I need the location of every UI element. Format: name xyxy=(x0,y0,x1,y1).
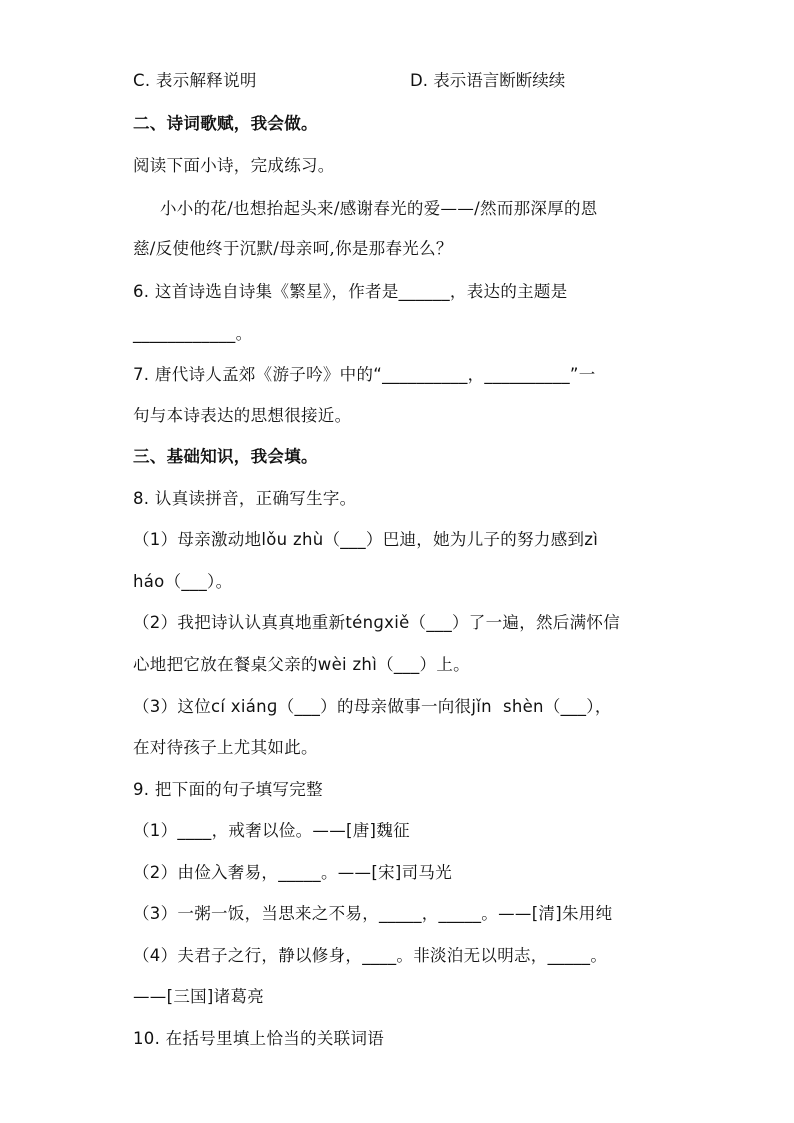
question-6-line-1: 6. 这首诗选自诗集《繁星》，作者是______，表达的主题是 xyxy=(133,282,568,301)
question-8-title: 8. 认真读拼音，正确写生字。 xyxy=(133,489,357,508)
question-9-title: 9. 把下面的句子填写完整 xyxy=(133,780,323,799)
question-6-line-2: ____________。 xyxy=(133,324,253,343)
question-9-3: （3）一粥一饭，当思来之不易，_____，_____。——[清]朱用纯 xyxy=(133,904,613,923)
section-2-heading: 二、诗词歌赋，我会做。 xyxy=(133,114,318,133)
question-9-4-line-1: （4）夫君子之行，静以修身，____。非淡泊无以明志，_____。 xyxy=(133,946,608,965)
question-8-2-line-2: 心地把它放在餐桌父亲的wèi zhì（___）上。 xyxy=(133,655,470,674)
poem-line-2: 慈/反使他终于沉默/母亲呵,你是那春光么？ xyxy=(133,239,453,258)
question-7-line-1: 7. 唐代诗人孟郊《游子吟》中的“__________，__________”一 xyxy=(133,365,596,384)
question-9-2: （2）由俭入奢易，_____。——[宋]司马光 xyxy=(133,863,453,882)
question-8-3-line-1: （3）这位cí xiánɡ（___）的母亲做事一向很jǐn shèn（___）， xyxy=(133,697,612,716)
question-9-4-line-2: ——[三国]诸葛亮 xyxy=(133,987,265,1006)
question-8-3-line-2: 在对待孩子上尤其如此。 xyxy=(133,738,318,757)
option-c: C. 表示解释说明 xyxy=(133,71,257,90)
question-10-title: 10. 在括号里填上恰当的关联词语 xyxy=(133,1029,385,1048)
poem-line-1: 小小的花/也想抬起头来/感谢春光的爱——/然而那深厚的恩 xyxy=(160,199,598,218)
reading-intro: 阅读下面小诗，完成练习。 xyxy=(133,156,335,175)
question-8-1-line-1: （1）母亲激动地lǒu zhù（___）巴迪，她为儿子的努力感到zì xyxy=(133,530,599,549)
question-7-line-2: 句与本诗表达的思想很接近。 xyxy=(133,406,352,425)
question-9-1: （1）____，戒奢以俭。——[唐]魏征 xyxy=(133,821,410,840)
question-8-2-line-1: （2）我把诗认认真真地重新ténɡxiě（___）了一遍，然后满怀信 xyxy=(133,613,620,632)
option-d: D. 表示语言断断续续 xyxy=(410,71,566,90)
question-8-1-line-2: háo（___）。 xyxy=(133,572,233,591)
section-3-heading: 三、基础知识，我会填。 xyxy=(133,447,318,466)
